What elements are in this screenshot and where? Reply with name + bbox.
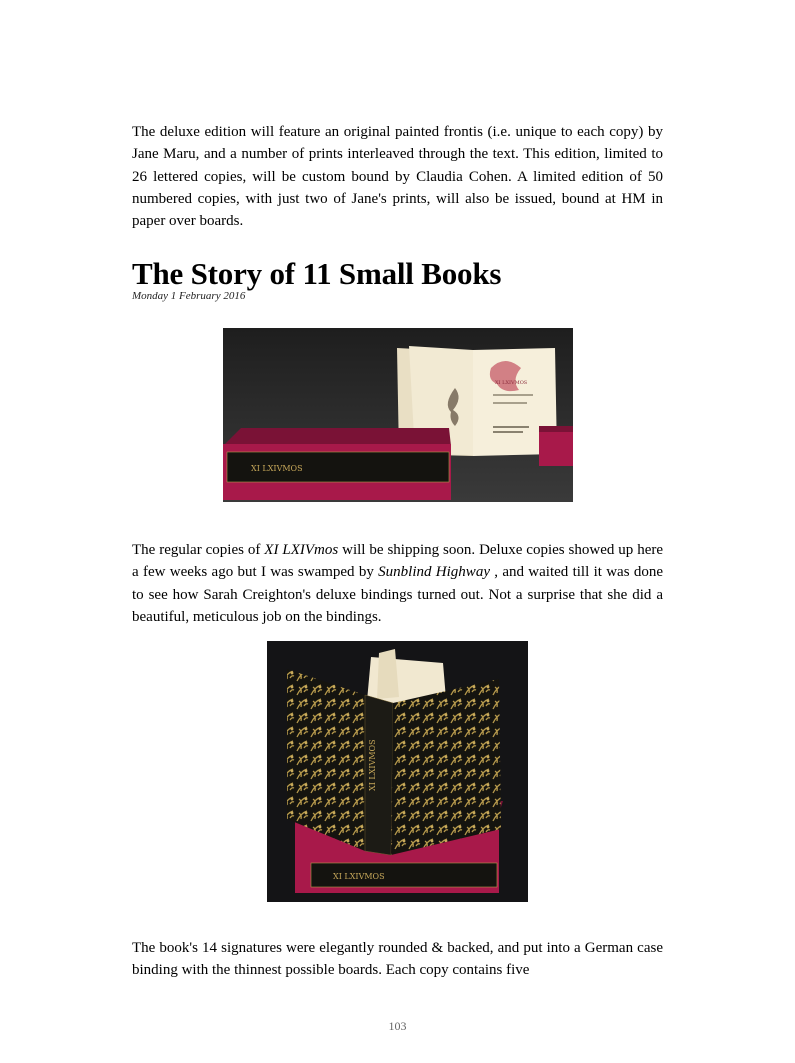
book-title-sunblind-highway: Sunblind Highway [378, 564, 490, 581]
page-number: 103 [388, 1019, 407, 1033]
signatures-paragraph: The book's 14 signatures were elegantly rounded & backed, and put into a German case binding with the thinnest possible boards. Each copy contains five [132, 940, 663, 979]
post-title: The Story of 11 Small Books [132, 256, 502, 291]
regular-copies-paragraph: The regular copies of XI LXIVmos will be shipping soon. Deluxe copies showed up here a few weeks ago but I was swamped by Sunblind Highway , and waited till it was done to see how Sarah Creighton's deluxe bindings turned out. Not a surprise that she did a beautiful, meticulous job on the bindings. [132, 542, 664, 625]
books-photo-gilt-binding [267, 641, 528, 902]
deluxe-edition-paragraph: The deluxe edition will feature an original painted frontis (i.e. unique to each copy) by Jane Maru, and a number of prints interleaved through the text. This edition, limited to 26 lettered copies, will be custom bound by Claudia Cohen. A limited edition of 50 numbered copies, with just two of Jane's prints, will also be issued, bound at HM in paper over boards. [132, 124, 663, 230]
photo2-spine-label: XI LXIVMOS [368, 739, 377, 791]
photo1-spine-label: XI LXIVMOS [251, 464, 303, 473]
photo1-page-title: XI LXIVMOS [495, 380, 528, 386]
books-photo-open-volume [223, 328, 573, 502]
book-title-xi-lxivmos: XI LXIVmos [264, 542, 339, 558]
photo2-box-label: XI LXIVMOS [333, 872, 385, 881]
post-date: Monday 1 February 2016 [132, 290, 246, 302]
